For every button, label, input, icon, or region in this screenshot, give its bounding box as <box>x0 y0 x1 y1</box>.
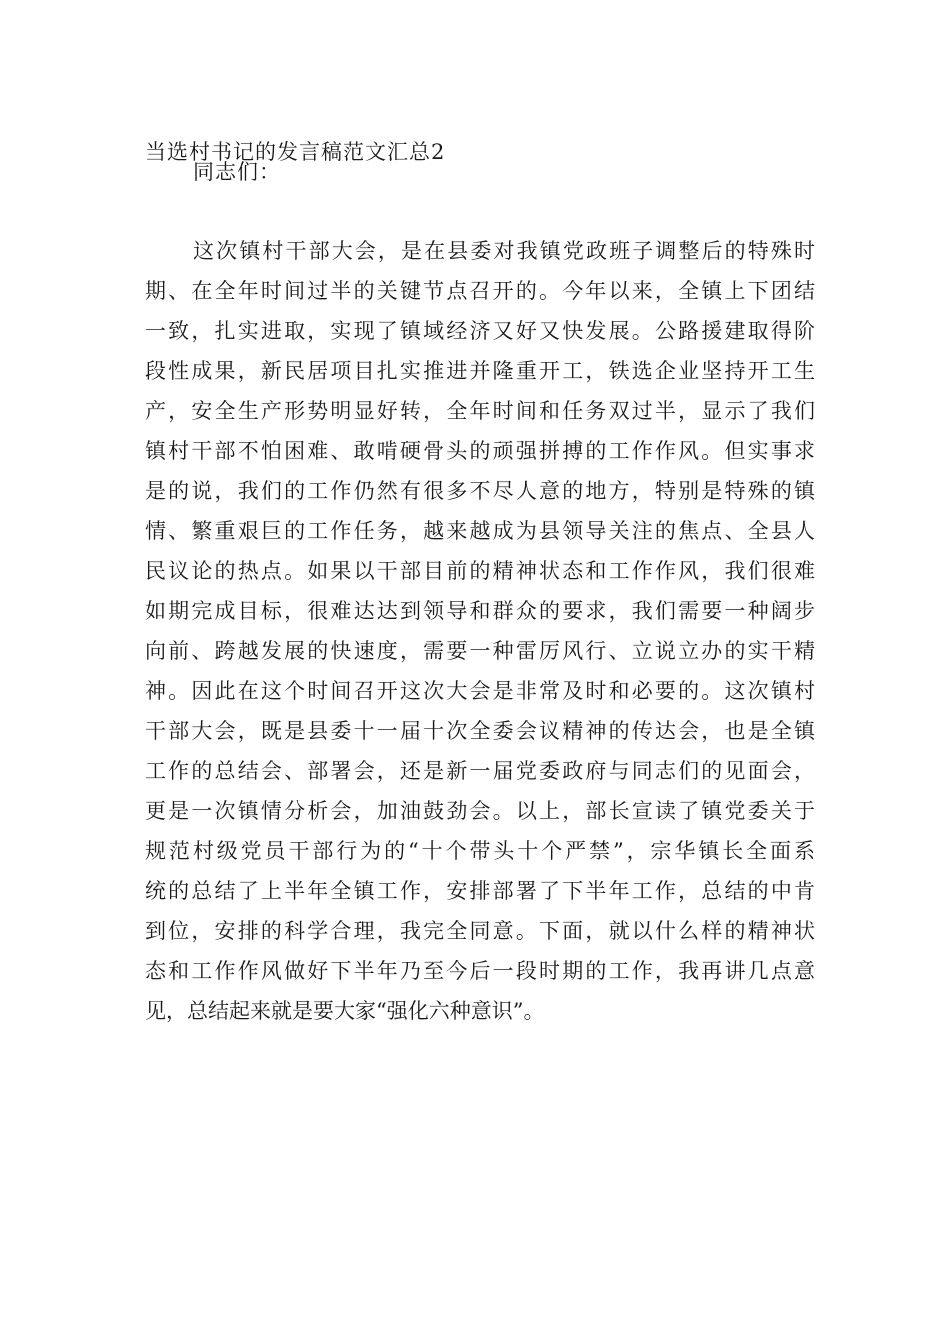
paragraph-line: 镇村干部不怕困难、敢啃硬骨头的顽强拼搏的工作作风。但实事求 <box>145 439 815 463</box>
paragraph-line: 是的说，我们的工作仍然有很多不尽人意的地方，特别是特殊的镇 <box>145 479 815 503</box>
paragraph-line: 段性成果，新民居项目扎实推进并隆重开工，铁选企业坚持开工生 <box>145 359 815 383</box>
paragraph-line: 产，安全生产形势明显好转，全年时间和任务双过半，显示了我们 <box>145 399 815 423</box>
paragraph-line: 见，总结起来就是要大家“强化六种意识”。 <box>145 999 545 1023</box>
paragraph-line: 期、在全年时间过半的关键节点召开的。今年以来，全镇上下团结 <box>145 279 815 303</box>
paragraph-line: 这次镇村干部大会，是在县委对我镇党政班子调整后的特殊时 <box>193 239 815 263</box>
salutation: 同志们： <box>193 160 281 184</box>
paragraph-line: 情、繁重艰巨的工作任务，越来越成为县领导关注的焦点、全县人 <box>145 519 815 543</box>
paragraph-line: 统的总结了上半年全镇工作，安排部署了下半年工作，总结的中肯 <box>145 879 815 903</box>
paragraph-line: 民议论的热点。如果以干部目前的精神状态和工作作风，我们很难 <box>145 559 815 583</box>
paragraph-line: 向前、跨越发展的快速度，需要一种雷厉风行、立说立办的实干精 <box>145 639 815 663</box>
paragraph-line: 干部大会，既是县委十一届十次全委会议精神的传达会，也是全镇 <box>145 719 815 743</box>
paragraph-line: 工作的总结会、部署会，还是新一届党委政府与同志们的见面会， <box>145 759 815 783</box>
body-paragraph <box>145 236 815 1036</box>
paragraph-line: 一致，扎实进取，实现了镇域经济又好又快发展。公路援建取得阶 <box>145 319 815 343</box>
paragraph-line: 如期完成目标，很难达达到领导和群众的要求，我们需要一种阔步 <box>145 599 815 623</box>
paragraph-line: 神。因此在这个时间召开这次大会是非常及时和必要的。这次镇村 <box>145 679 815 703</box>
document-title: 当选村书记的发言稿范文汇总2 <box>145 140 446 164</box>
paragraph-line: 态和工作作风做好下半年乃至今后一段时期的工作，我再讲几点意 <box>145 959 815 983</box>
paragraph-line: 更是一次镇情分析会，加油鼓劲会。以上，部长宣读了镇党委关于 <box>145 799 815 823</box>
paragraph-line: 到位，安排的科学合理，我完全同意。下面，就以什么样的精神状 <box>145 919 815 943</box>
paragraph-line: 规范村级党员干部行为的“十个带头十个严禁”，宗华镇长全面系 <box>145 839 815 863</box>
